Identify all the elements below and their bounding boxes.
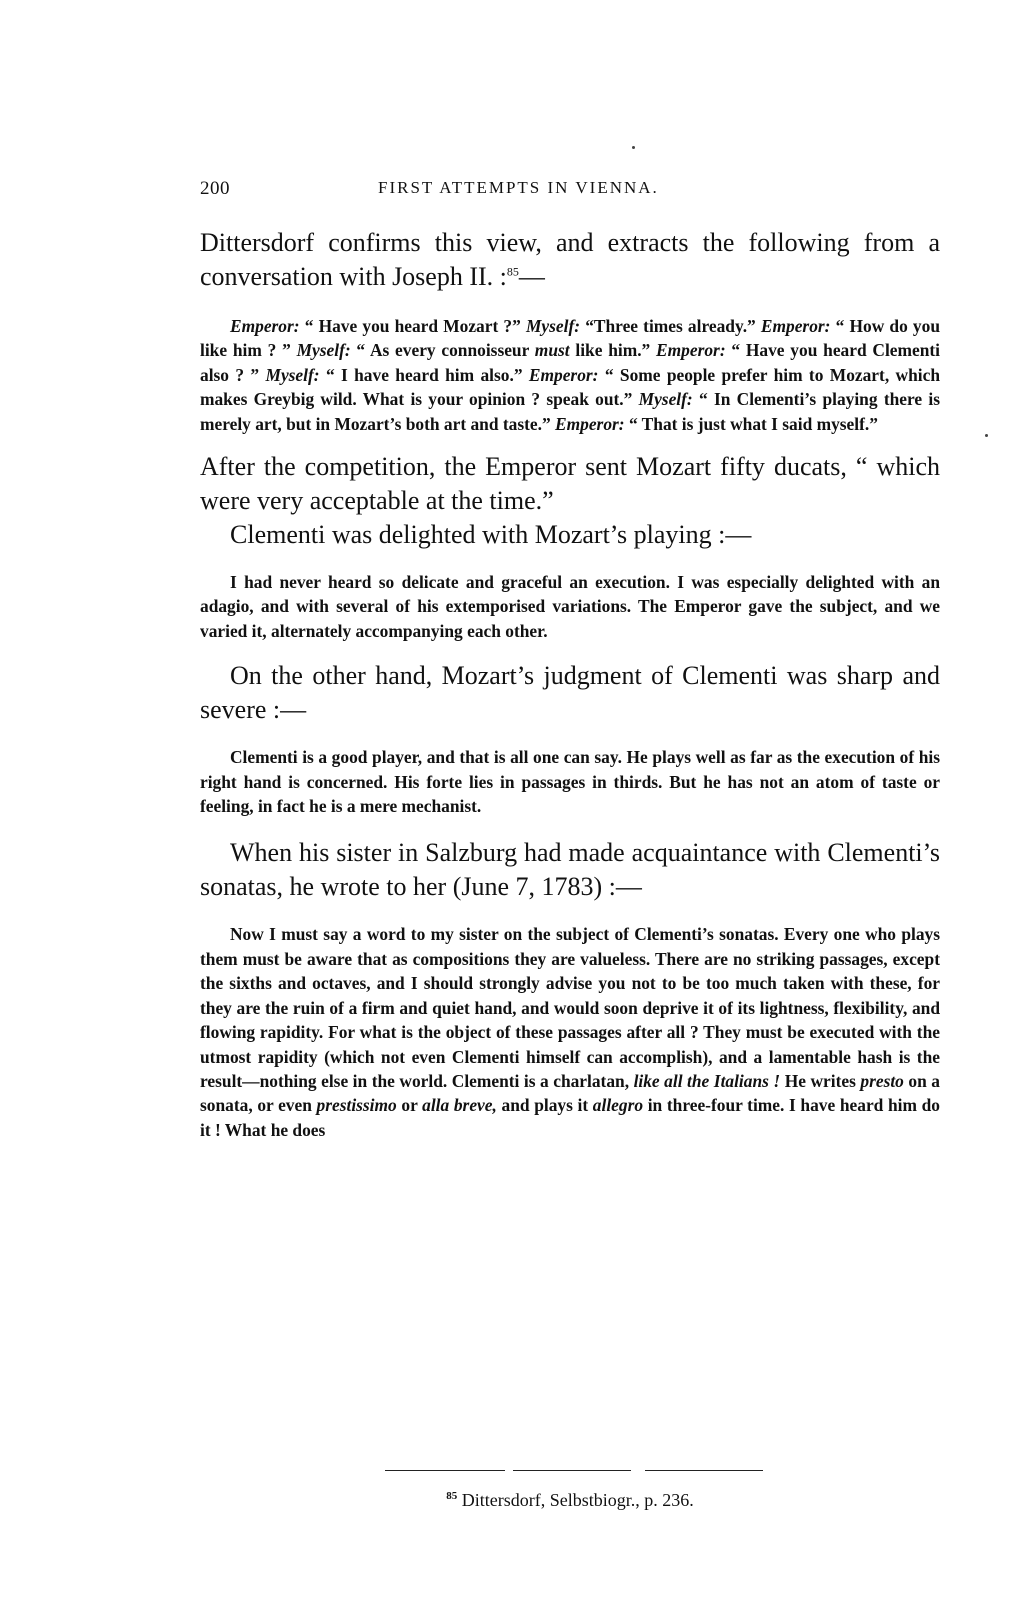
separator-rule <box>513 1470 631 1471</box>
speaker-emperor: Emperor: <box>230 316 300 336</box>
conversation-quote <box>200 314 940 436</box>
paragraph-competition: After the competition, the Emperor sent Mozart fifty ducats, “ which were very acceptable at the time.” <box>200 452 940 516</box>
letter-quote <box>200 922 940 1142</box>
paragraph-sister: When his sister in Salzburg had made acquaintance with Clementi’s sonatas, he wrote to her (June 7, 1783) :— <box>200 838 940 902</box>
quote-mozart-judgment: Clementi is a good player, and that is all one can say. He plays well as far as the execution of his right hand is concerned. His forte lies in passages in thirds. But he has not an atom of taste or feeling, in fact he is a mere mechanist. <box>200 747 940 817</box>
letter-text: and plays it <box>496 1095 593 1116</box>
letter-italic: allegro <box>592 1095 644 1116</box>
conversation-line: “ Some people prefer him to Mozart, which makes Greybig wild. What is your opinion ? speak out.” <box>200 364 940 410</box>
footnote-reference[interactable]: 85 <box>506 264 519 279</box>
running-title: FIRST ATTEMPTS IN VIENNA. <box>378 178 659 197</box>
emphasis-must: must <box>534 340 570 361</box>
paragraph-clementi-delighted: Clementi was delighted with Mozart’s playing :— <box>230 520 752 550</box>
speaker-myself: Myself: <box>296 340 351 361</box>
conversation-line: “ As every connoisseur <box>350 340 535 361</box>
quote-clementi: I had never heard so delicate and graceful an execution. I was especially delighted with an adagio, and with several of his extemporised variations. The Emperor gave the subject, and we varied it, alternately accompanying each other. <box>200 572 940 641</box>
speaker-myself: Myself: <box>638 389 693 410</box>
separator-rule <box>645 1470 763 1471</box>
running-header <box>200 178 940 204</box>
book-page <box>200 0 940 1600</box>
letter-text: He writes <box>780 1070 861 1091</box>
intro-dash: — <box>518 262 545 291</box>
speaker-myself: Myself: <box>265 364 320 385</box>
speaker-emperor: Emperor: <box>760 316 831 336</box>
conversation-line: “ How do you like him ? ” <box>200 316 940 361</box>
letter-text: in three-four time. I have heard him do it ! What he does <box>200 1095 941 1140</box>
intro-text: Dittersdorf confirms this view, and extracts the following from a conversation with Joseph II. : <box>200 228 940 291</box>
footnote <box>200 1490 940 1511</box>
footnote-marker: 85 <box>446 1490 458 1502</box>
conversation-line: “ That is just what I said myself.” <box>624 413 878 434</box>
speaker-emperor: Emperor: <box>528 364 599 385</box>
paragraph-other-hand: On the other hand, Mozart’s judgment of Clementi was sharp and severe :— <box>200 661 940 725</box>
speaker-myself: Myself: <box>525 316 581 336</box>
intro-paragraph <box>200 226 940 294</box>
letter-italic: alla breve, <box>422 1095 497 1116</box>
page-number: 200 <box>200 178 230 199</box>
letter-italic: like all the Italians ! <box>633 1070 781 1091</box>
separator-rule <box>385 1470 505 1471</box>
footnote-separator <box>385 1470 765 1476</box>
letter-text: Now I must say a word to my sister on the subject of Clementi’s sonatas. Every one who plays them must be aware that as compositions they are valueless. There are no striking passages, except the sixths and octaves, and I should strongly advise you not to be too much taken with these, for they are the ruin of a firm and quiet hand, and would soon deprive it of its lightness, flexibility, and flowing rapidity. For what is the object of these passages after all ? They must be executed with the utmost rapidity (which not even Clementi himself can accomplish), and a lamentable hash is the result—nothing else in the world. Clementi is a charlatan, <box>200 924 940 1091</box>
print-speck-right <box>985 434 988 437</box>
letter-text: or <box>396 1095 423 1116</box>
conversation-line: “ In Clementi’s playing there is merely art, but in Mozart’s both art and taste.” <box>200 389 940 434</box>
letter-italic: prestissimo <box>316 1095 397 1116</box>
letter-text: on a sonata, or even <box>200 1070 940 1116</box>
conversation-line: “ I have heard him also.” <box>319 364 529 385</box>
conversation-line: like him.” <box>569 340 657 361</box>
speaker-emperor: Emperor: <box>555 413 625 434</box>
footnote-text: Dittersdorf, Selbstbiogr., p. 236. <box>457 1490 694 1510</box>
conversation-line: “ Have you heard Clementi also ? ” <box>200 340 941 385</box>
speaker-emperor: Emperor: <box>656 340 726 361</box>
conversation-line: “Three times already.” <box>580 316 761 336</box>
page-body <box>200 226 940 1142</box>
letter-italic: presto <box>860 1070 904 1091</box>
conversation-line: “ Have you heard Mozart ?” <box>299 316 526 336</box>
